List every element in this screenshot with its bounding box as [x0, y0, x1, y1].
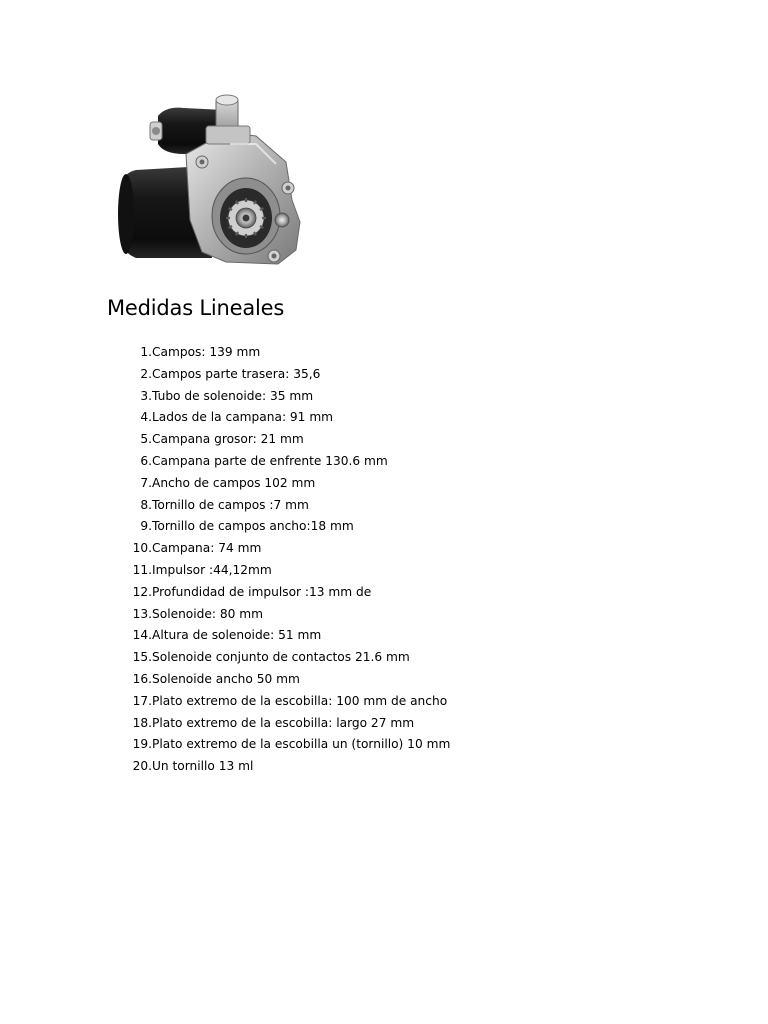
list-item-number: 9. [140, 519, 152, 534]
list-item-text: Profundidad de impulsor :13 mm de [152, 584, 372, 599]
list-item [124, 756, 450, 778]
list-item [124, 364, 450, 386]
list-item-text: Ancho de campos 102 mm [152, 475, 316, 490]
list-item-text: Un tornillo 13 ml [152, 759, 254, 774]
list-item [124, 386, 450, 408]
list-item-text: Tubo de solenoide: 35 mm [152, 388, 314, 403]
list-item-number: 4. [140, 410, 152, 425]
measurements-list [124, 342, 450, 778]
list-item-text: Solenoide: 80 mm [152, 606, 263, 621]
list-item-number: 8. [140, 497, 152, 512]
list-item-number: 16. [132, 671, 152, 686]
starter-motor-icon [106, 92, 316, 276]
list-item-text: Impulsor :44,12mm [152, 562, 272, 577]
list-item [124, 407, 450, 429]
list-item-text: Campana parte de enfrente 130.6 mm [152, 453, 388, 468]
list-item-number: 3. [140, 388, 152, 403]
list-item [124, 734, 450, 756]
list-item-number: 5. [140, 432, 152, 447]
list-item-number: 12. [132, 584, 152, 599]
list-item-number: 2. [140, 366, 152, 381]
list-item-number: 1. [140, 345, 152, 359]
list-item [124, 604, 450, 626]
list-item-text: Altura de solenoide: 51 mm [152, 628, 322, 643]
list-item-text: Plato extremo de la escobilla: 100 mm de ancho [152, 693, 448, 708]
list-item-text: Lados de la campana: 91 mm [152, 410, 334, 425]
list-item [124, 451, 450, 473]
list-item [124, 516, 450, 538]
list-item [124, 342, 450, 364]
list-item-text: Tornillo de campos ancho:18 mm [152, 519, 354, 534]
list-item-number: 20. [132, 759, 152, 774]
list-item-text: Campana grosor: 21 mm [152, 432, 304, 447]
list-item-number: 14. [132, 628, 152, 643]
list-item-number: 6. [140, 453, 152, 468]
list-item [124, 473, 450, 495]
list-item [124, 582, 450, 604]
list-item [124, 538, 450, 560]
list-item-text: Tornillo de campos :7 mm [152, 497, 309, 512]
list-item-text: Solenoide conjunto de contactos 21.6 mm [152, 650, 410, 665]
list-item [124, 647, 450, 669]
list-item [124, 495, 450, 517]
list-item [124, 669, 450, 691]
list-item [124, 625, 450, 647]
page-title: Medidas Lineales [107, 296, 285, 320]
list-item [124, 560, 450, 582]
list-item-number: 7. [140, 475, 152, 490]
list-item-number: 13. [132, 606, 152, 621]
list-item-text: Plato extremo de la escobilla: largo 27 mm [152, 715, 415, 730]
list-item-text: Campos parte trasera: 35,6 [152, 366, 321, 381]
list-item [124, 713, 450, 735]
list-item-text: Campos: 139 mm [152, 345, 261, 359]
list-item [124, 429, 450, 451]
list-item-text: Solenoide ancho 50 mm [152, 671, 300, 686]
starter-motor-image [106, 92, 316, 276]
list-item-number: 15. [132, 650, 152, 665]
list-item-text: Plato extremo de la escobilla un (tornillo) 10 mm [152, 737, 451, 752]
list-item-number: 18. [132, 715, 152, 730]
list-item-number: 19. [132, 737, 152, 752]
list-item-text: Campana: 74 mm [152, 541, 262, 556]
list-item-number: 10. [132, 541, 152, 556]
list-item-number: 11. [132, 562, 152, 577]
list-item [124, 691, 450, 713]
list-item-number: 17. [132, 693, 152, 708]
